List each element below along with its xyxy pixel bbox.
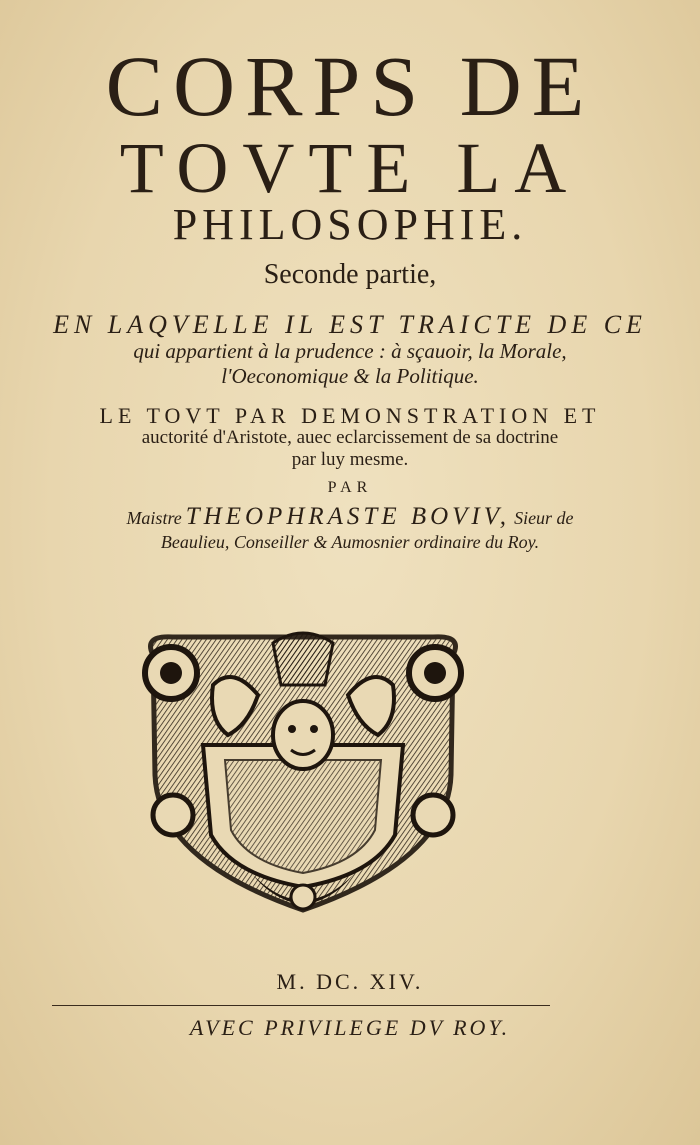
title-line-1: CORPS DE (105, 38, 595, 134)
author-name: THEOPHRASTE BOVIV, (185, 503, 511, 530)
method-line-1: LE TOVT PAR DEMONSTRATION ET (99, 403, 601, 428)
method-line-3: par luy mesme. (291, 449, 409, 470)
divider-rule (52, 1005, 550, 1006)
author-prefix: Maistre (126, 508, 182, 528)
subtitle: Seconde partie, (263, 259, 437, 290)
subject-line-2: qui appartient à la prudence : à sçauoir, la Morale, (133, 339, 567, 363)
subject-line-1: EN LAQVELLE IL EST TRAICTE DE CE (53, 310, 647, 339)
author-suffix: Sieur de (514, 508, 574, 528)
printers-ornament-icon (133, 625, 473, 917)
publication-date: M. DC. XIV. (276, 969, 424, 994)
author-par: PAR (327, 479, 373, 496)
subject-line-3: l'Oeconomique & la Politique. (221, 364, 479, 388)
title-line-3: PHILOSOPHIE. (172, 200, 528, 249)
author-line-2: Beaulieu, Conseiller & Aumosnier ordinaire du Roy. (160, 532, 540, 552)
title-line-2: TOVTE LA (119, 128, 581, 208)
privilege-line: AVEC PRIVILEGE DV ROY. (189, 1015, 511, 1040)
method-line-2: auctorité d'Aristote, auec eclarcissement de sa doctrine (141, 427, 559, 448)
